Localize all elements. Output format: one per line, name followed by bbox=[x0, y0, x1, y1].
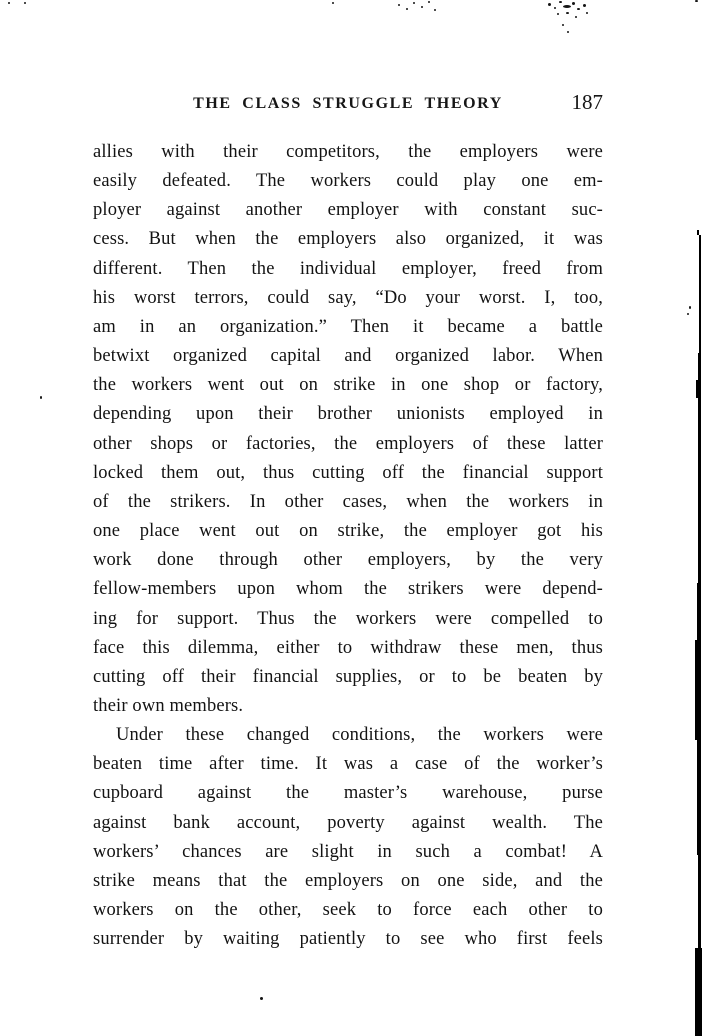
scan-speck bbox=[695, 0, 698, 2]
text-line: workers on the other, seek to force each other to bbox=[93, 900, 603, 921]
text-line: allies with their competitors, the employers were bbox=[93, 142, 603, 162]
text-line: face this dilemma, either to withdraw these men, thus bbox=[93, 637, 603, 658]
scan-edge-artifact bbox=[695, 948, 702, 1036]
body-text bbox=[93, 138, 603, 954]
text-line: workers’ chances are slight in such a combat! A bbox=[93, 841, 603, 862]
scan-speck bbox=[586, 12, 588, 14]
text-line: his worst terrors, could say, “Do your worst. I, too, bbox=[93, 287, 603, 308]
scan-speck bbox=[24, 2, 26, 4]
scan-speck bbox=[332, 2, 334, 4]
scan-edge-artifact bbox=[695, 700, 697, 740]
scan-speck bbox=[8, 2, 10, 4]
scan-speck bbox=[583, 4, 586, 7]
scan-speck bbox=[40, 396, 42, 399]
text-line: beaten time after time. It was a case of the worker’s bbox=[93, 754, 603, 775]
scan-speck bbox=[260, 997, 263, 1000]
text-line: against bank account, poverty against wealth. The bbox=[93, 812, 603, 833]
scan-speck bbox=[398, 4, 400, 6]
text-line: locked them out, thus cutting off the financial support bbox=[93, 462, 603, 483]
text-line: ployer against another employer with constant suc- bbox=[93, 200, 603, 221]
text-line: easily defeated. The workers could play one em- bbox=[93, 171, 603, 192]
scan-speck bbox=[406, 8, 408, 10]
text-line: cess. But when the employers also organized, it was bbox=[93, 229, 603, 250]
scan-speck bbox=[428, 1, 430, 3]
running-title: THE CLASS STRUGGLE THEORY bbox=[193, 95, 503, 112]
text-line: one place went out on strike, the employer got his bbox=[93, 521, 603, 542]
text-line: strike means that the employers on one side, and the bbox=[93, 870, 603, 891]
scan-edge-artifact bbox=[696, 380, 698, 398]
text-line: the workers went out on strike in one shop or factory, bbox=[93, 375, 603, 396]
page-number: 187 bbox=[571, 90, 603, 114]
scan-speck bbox=[557, 13, 559, 15]
scan-speck bbox=[575, 16, 577, 18]
scan-speck bbox=[434, 9, 436, 11]
scan-speck bbox=[562, 24, 564, 26]
text-line: surrender by waiting patiently to see who first feels bbox=[93, 929, 603, 950]
text-line: depending upon their brother unionists employed in bbox=[93, 404, 603, 425]
scan-speck bbox=[554, 7, 556, 9]
scan-edge-artifact bbox=[698, 853, 701, 950]
scan-speck bbox=[572, 2, 575, 5]
text-line: different. Then the individual employer, freed from bbox=[93, 258, 603, 279]
scan-speck bbox=[566, 12, 569, 14]
scan-speck bbox=[563, 5, 571, 8]
text-line: betwixt organized capital and organized labor. When bbox=[93, 346, 603, 367]
text-line: am in an organization.” Then it became a battle bbox=[93, 316, 603, 337]
scan-edge-artifact bbox=[697, 583, 701, 855]
scan-edge-artifact bbox=[699, 235, 701, 355]
scan-edge-artifact bbox=[698, 353, 701, 585]
scan-speck bbox=[548, 3, 551, 6]
scan-speck bbox=[421, 6, 423, 8]
scan-speck bbox=[689, 306, 691, 309]
text-line: work done through other employers, by the very bbox=[93, 550, 603, 571]
scan-speck bbox=[577, 8, 580, 10]
text-line: ing for support. Thus the workers were compelled to bbox=[93, 608, 603, 629]
text-line: cutting off their financial supplies, or to be beaten by bbox=[93, 666, 603, 687]
scan-speck bbox=[567, 31, 569, 33]
scan-speck bbox=[559, 1, 562, 3]
scan-speck bbox=[687, 313, 689, 315]
scan-speck bbox=[413, 2, 415, 4]
text-line: fellow-members upon whom the strikers were depend- bbox=[93, 579, 603, 600]
text-line: of the strikers. In other cases, when the workers in bbox=[93, 491, 603, 512]
text-line: their own members. bbox=[93, 695, 244, 716]
text-line: Under these changed conditions, the workers were bbox=[116, 725, 603, 746]
text-line: other shops or factories, the employers of these latter bbox=[93, 433, 603, 454]
text-line: cupboard against the master’s warehouse, purse bbox=[93, 783, 603, 804]
